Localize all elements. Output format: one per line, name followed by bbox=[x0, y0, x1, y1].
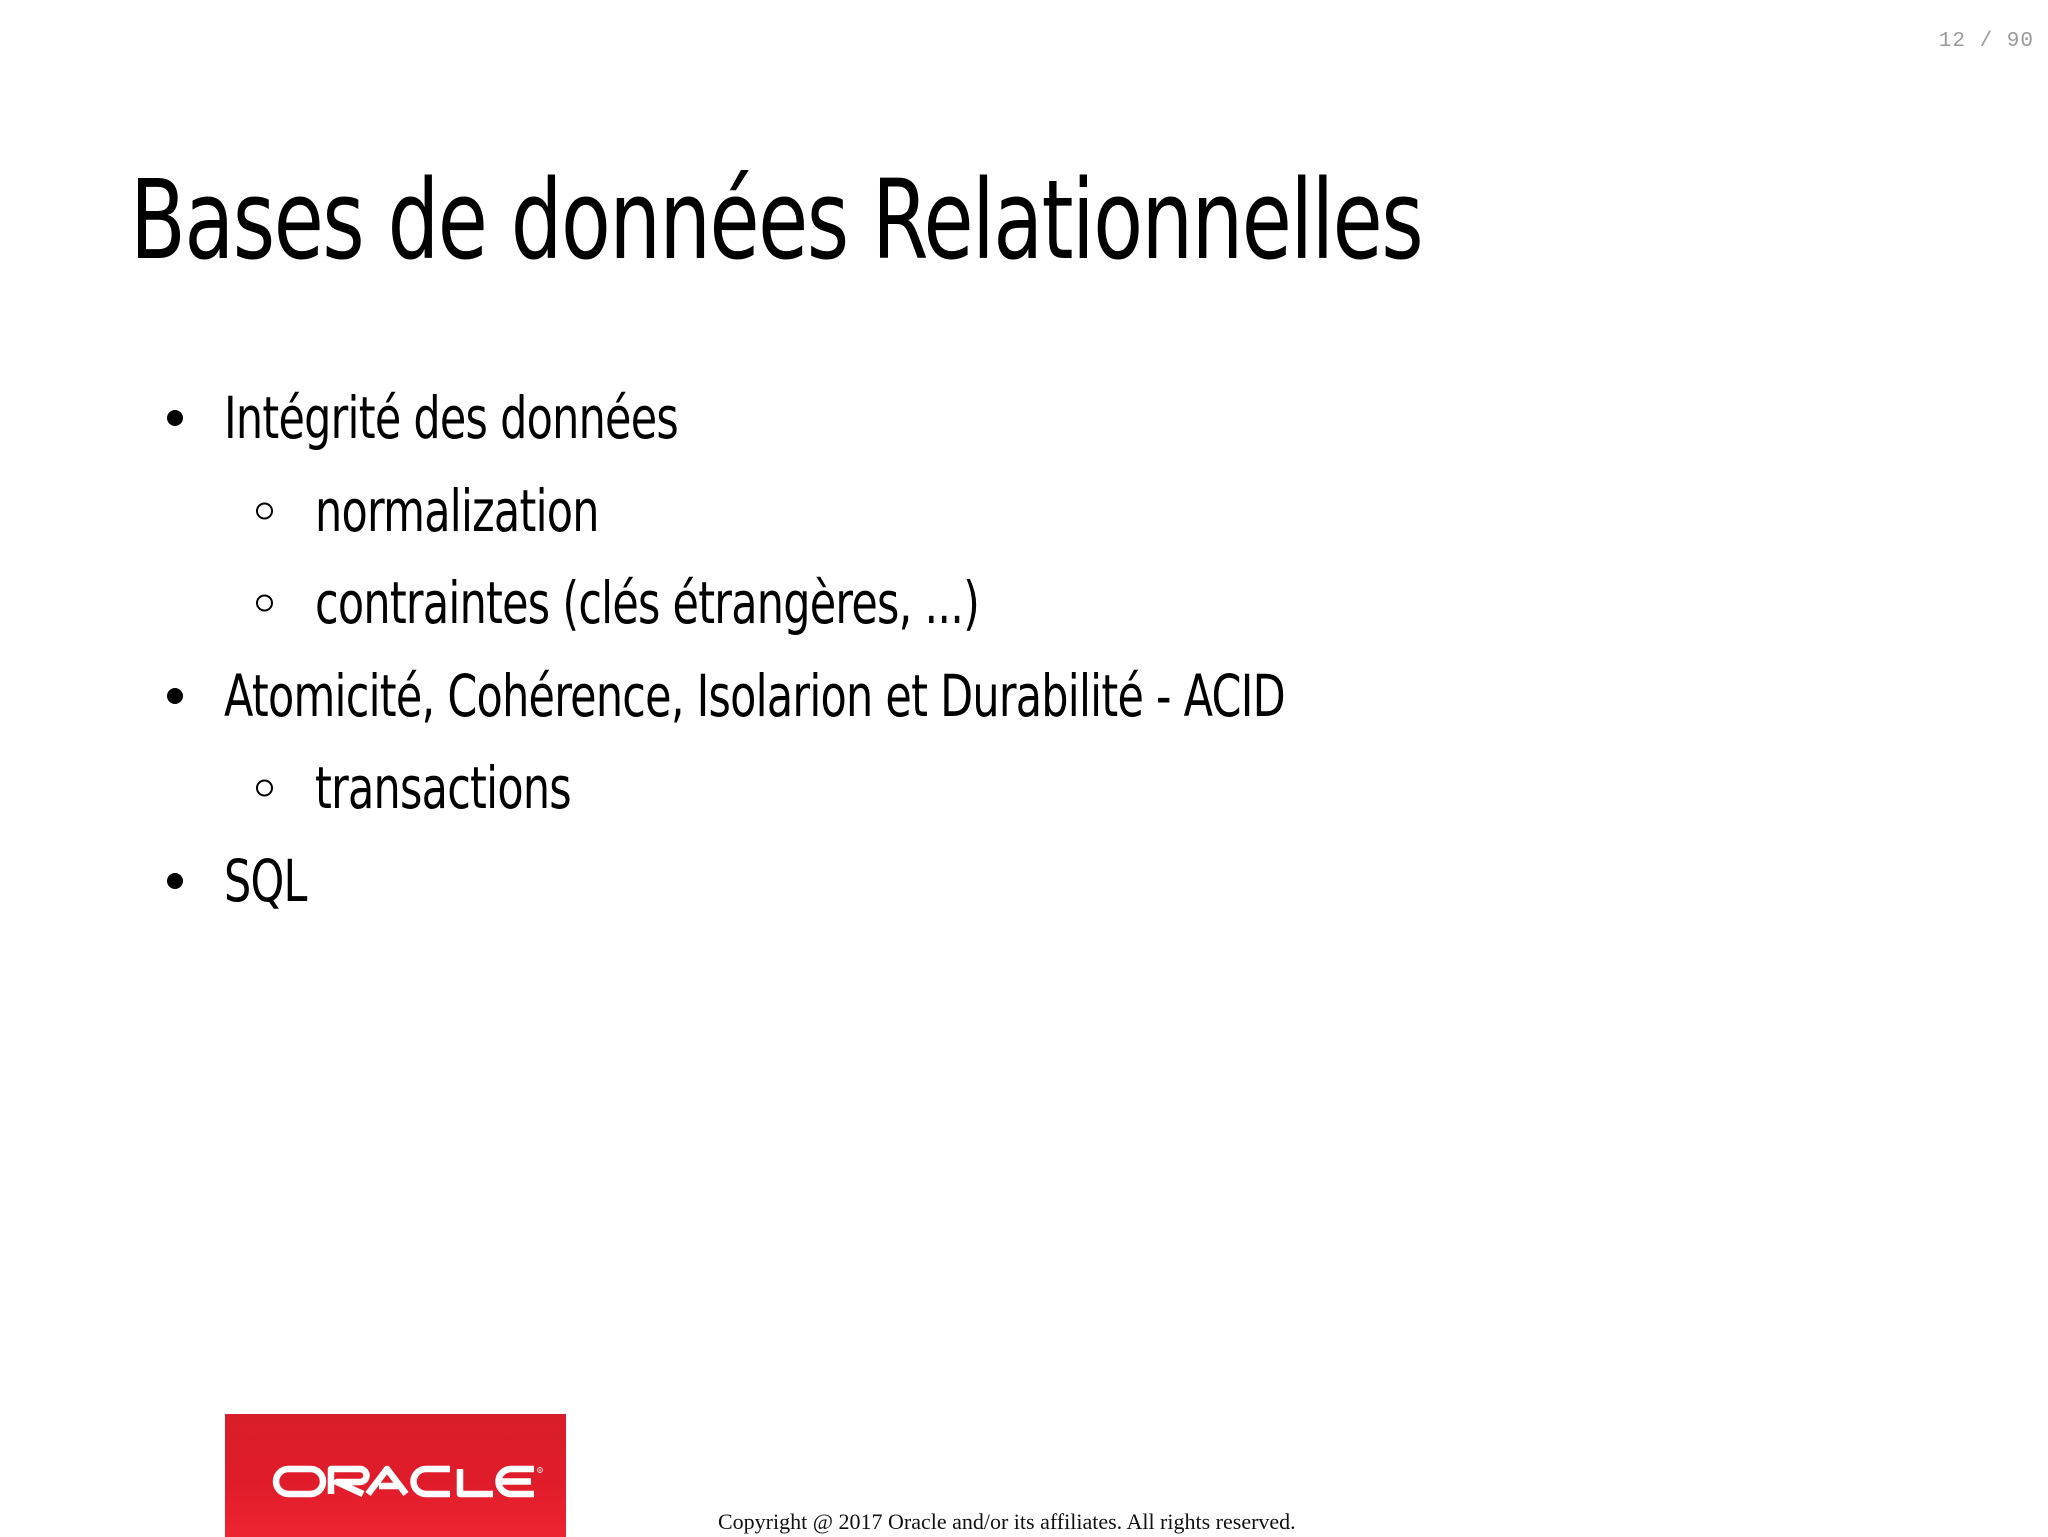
hollow-bullet-icon bbox=[256, 780, 273, 797]
hollow-bullet-icon bbox=[256, 595, 273, 612]
sub-bullet-item bbox=[160, 742, 1658, 835]
sub-bullet-text: transactions bbox=[315, 754, 571, 823]
copyright-notice: Copyright @ 2017 Oracle and/or its affiliates. All rights reserved. bbox=[718, 1509, 1296, 1534]
bullet-item bbox=[160, 372, 1658, 465]
bullet-text: SQL bbox=[224, 846, 307, 915]
sub-bullet-text: normalization bbox=[315, 476, 599, 545]
bullet-text: Atomicité, Cohérence, Isolarion et Durabilité - ACID bbox=[224, 661, 1285, 730]
oracle-wordmark-icon bbox=[225, 1414, 566, 1537]
sub-bullet-item bbox=[160, 557, 1658, 650]
svg-text:R: R bbox=[538, 1468, 542, 1473]
sub-bullet-text: contraintes (clés étrangères, ...) bbox=[315, 569, 980, 638]
slide-title: Bases de données Relationnelles bbox=[130, 156, 1423, 284]
bullet-item bbox=[160, 835, 1658, 928]
filled-bullet-icon bbox=[167, 688, 183, 704]
oracle-logo bbox=[225, 1414, 566, 1537]
filled-bullet-icon bbox=[167, 410, 183, 426]
hollow-bullet-icon bbox=[256, 502, 273, 519]
filled-bullet-icon bbox=[167, 873, 183, 889]
bullet-item bbox=[160, 650, 1658, 743]
bullet-list bbox=[160, 372, 1658, 927]
page-counter: 12 / 90 bbox=[1938, 30, 2034, 53]
bullet-text: Intégrité des données bbox=[224, 384, 678, 453]
sub-bullet-item bbox=[160, 465, 1658, 558]
